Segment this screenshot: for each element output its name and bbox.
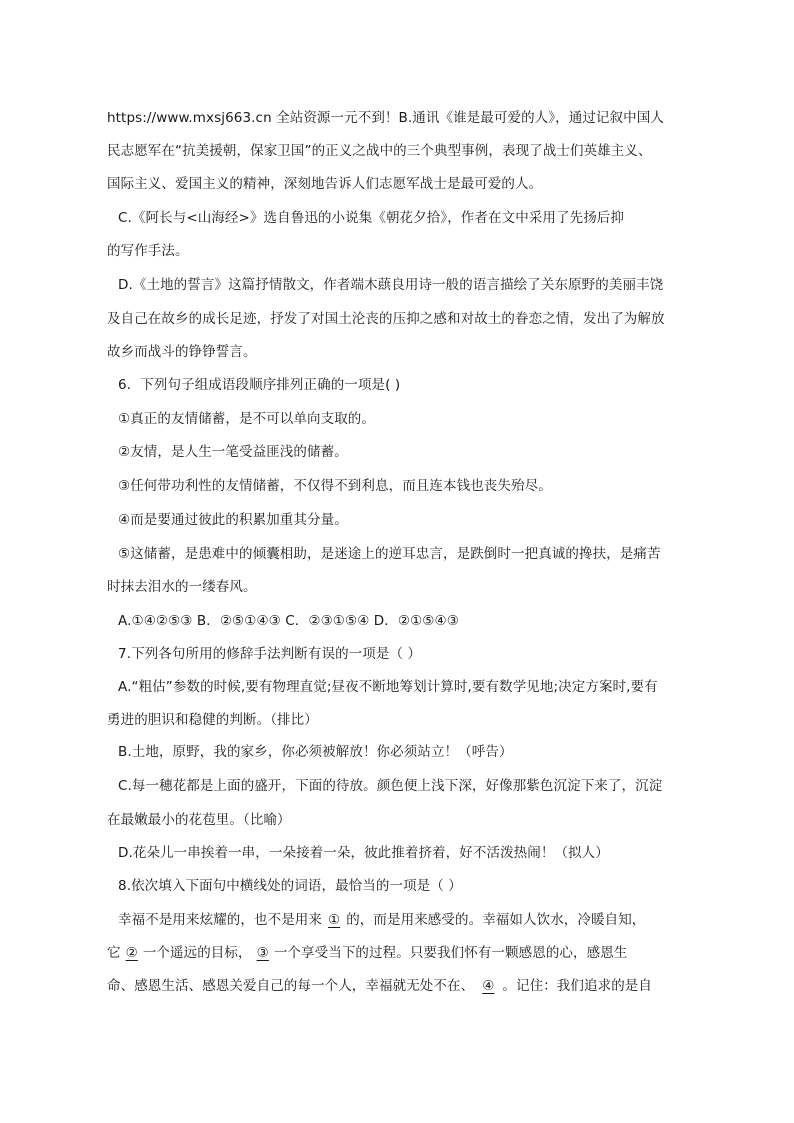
question-8-stem: 8.依次填入下面句中横线处的词语，最恰当的一项是（ ） — [118, 878, 462, 894]
option-d: D.花朵儿一串挨着一串，一朵接着一朵，彼此推着挤着，好不活泼热闹！（拟人） — [118, 845, 609, 861]
sentence-2: ②友情，是人生一笔受益匪浅的储蓄。 — [118, 444, 348, 460]
text-line: 的写作手法。 — [107, 243, 189, 259]
option-b: B.土地，原野，我的家乡，你必须被解放！你必须站立！（呼告） — [118, 744, 513, 760]
blank-3: ③ — [256, 945, 269, 961]
sentence-1: ①真正的友情储蓄，是不可以单向支取的。 — [118, 411, 376, 427]
text-line: 国际主义、爱国主义的精神，深刻地告诉人们志愿军战士是最可爱的人。 — [107, 176, 543, 192]
option-c: C.每一穗花都是上面的盛开，下面的待放。颜色便上浅下深，好像那紫色沉淀下来了，沉淀 — [118, 778, 663, 794]
passage-text: 命、感恩生活、感恩关爱自己的每一个人，幸福就无处不在、 — [107, 978, 475, 994]
text-line: 及自己在故乡的成长足迹，抒发了对国土沦丧的压抑之感和对故土的眷恋之情，发出了为解放 — [107, 311, 665, 327]
text-line: 勇进的胆识和稳健的判断。（排比） — [107, 712, 318, 728]
question-6-stem: 6．下列句子组成语段顺序排列正确的一项是( ) — [118, 377, 401, 393]
sentence-3: ③任何带功利性的友情储蓄，不仅得不到利息，而且连本钱也丧失殆尽。 — [118, 478, 552, 494]
text-line: 故乡而战斗的铮铮誓言。 — [107, 344, 257, 360]
text-line: 民志愿军在“抗美援朝，保家卫国”的正义之战中的三个典型事例，表现了战士们英雄主义、 — [107, 143, 652, 159]
text-line: D.《土地的誓言》这篇抒情散文，作者端木蕻良用诗一般的语言描绘了关东原野的美丽丰饶 — [118, 277, 664, 293]
question-6-options: A.①④②⑤③ B．②⑤①④③ C．②③①⑤④ D．②①⑤④③ — [118, 613, 459, 629]
text-line: C.《阿长与<山海经>》选自鲁迅的小说集《朝花夕拾》，作者在文中采用了先扬后抑 — [118, 210, 624, 226]
passage-line-3 — [107, 976, 652, 996]
passage-text: 。记住：我们追求的是自 — [502, 978, 653, 994]
blank-1: ① — [328, 912, 341, 928]
text-line: 时抹去泪水的一缕春风。 — [107, 579, 257, 595]
text-line: https://www.mxsj663.cn 全站资源一元不到！B.通讯《谁是最可爱的人》，通过记叙中国人 — [107, 110, 664, 126]
passage-text: 它 — [107, 945, 121, 961]
passage-text: 幸福不是用来炫耀的，也不是用来 — [118, 912, 322, 928]
option-a: A.“粗估”参数的时候,要有物理直觉;昼夜不断地筹划计算时,要有数学见地;决定方案时,要有 — [118, 679, 658, 695]
passage-text: 一个享受当下的过程。只要我们怀有一颗感恩的心，感恩生 — [273, 945, 628, 961]
passage-line-2 — [107, 943, 627, 963]
question-7-stem: 7.下列各句所用的修辞手法判断有误的一项是（ ） — [118, 646, 422, 662]
passage-text: 的，而是用来感受的。幸福如人饮水，冷暖自知， — [346, 912, 646, 928]
sentence-5: ⑤这储蓄，是患难中的倾囊相助，是迷途上的逆耳忠言，是跌倒时一把真诚的搀扶，是痛苦 — [118, 546, 661, 562]
sentence-4: ④而是要通过彼此的积累加重其分量。 — [118, 512, 348, 528]
passage-text: 一个遥远的目标， — [142, 945, 252, 961]
passage-line-1 — [118, 910, 645, 930]
blank-4: ④ — [482, 978, 495, 994]
blank-2: ② — [125, 945, 138, 961]
text-line: 在最嫩最小的花苞里。（比喻） — [107, 812, 291, 828]
